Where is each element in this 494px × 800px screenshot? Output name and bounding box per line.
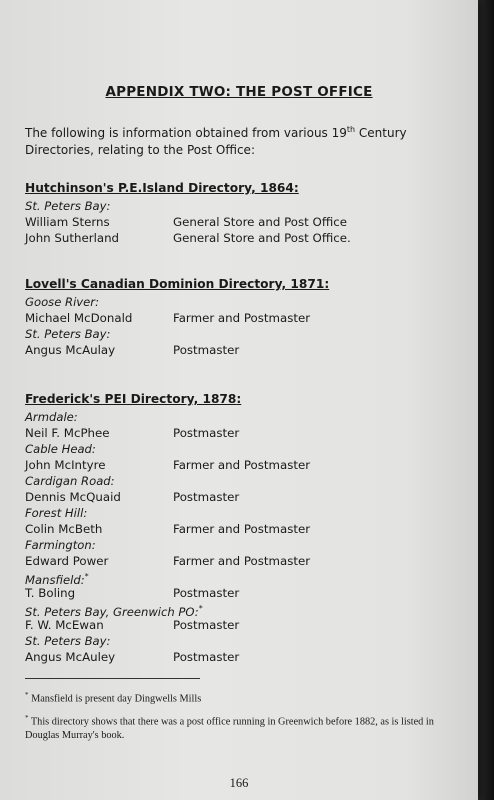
entry-name: Colin McBeth	[25, 522, 103, 536]
page-number: 166	[229, 776, 249, 790]
entry-name: Neil F. McPhee	[25, 426, 110, 440]
directory-entry	[25, 649, 465, 665]
entry-role: Postmaster	[173, 343, 240, 357]
place-label: Mansfield:*	[25, 572, 89, 587]
place-label: St. Peters Bay:	[25, 199, 111, 213]
directory-section-1878	[25, 391, 465, 665]
directory-section-1871	[25, 276, 465, 358]
place-label: Goose River:	[25, 295, 99, 309]
entry-role: Postmaster	[173, 586, 240, 600]
section-heading: Frederick's PEI Directory, 1878:	[25, 392, 242, 406]
place-label: Cardigan Road:	[25, 474, 115, 488]
place-label: Farmington:	[25, 538, 96, 552]
entry-name: John Sutherland	[25, 231, 120, 245]
directory-entry	[25, 553, 465, 569]
directory-entry	[25, 617, 465, 633]
place-label: St. Peters Bay:	[25, 327, 111, 341]
footnote-text: Mansfield is present day Dingwells Mills	[28, 693, 202, 705]
directory-entry	[25, 230, 465, 246]
entry-name: Edward Power	[25, 554, 109, 568]
place-label: Forest Hill:	[25, 506, 88, 520]
footnote-divider	[25, 678, 200, 679]
footnote-1	[25, 688, 465, 706]
entry-role: Farmer and Postmaster	[173, 458, 311, 472]
directory-entry	[25, 310, 465, 326]
entry-name: Angus McAulay	[25, 343, 116, 357]
page-title: APPENDIX TWO: THE POST OFFICE	[105, 84, 373, 100]
entry-name: Michael McDonald	[25, 311, 133, 325]
entry-role: General Store and Post Office	[173, 215, 347, 229]
place-label: St. Peters Bay, Greenwich PO:*	[25, 604, 203, 619]
place-label: St. Peters Bay:	[25, 634, 111, 648]
entry-role: General Store and Post Office.	[173, 231, 351, 245]
book-spine	[478, 0, 494, 800]
place-label: Cable Head:	[25, 442, 96, 456]
intro-text: The following is information obtained from various 19	[25, 126, 347, 140]
directory-entry	[25, 489, 465, 505]
footnote-marker: *	[25, 691, 29, 699]
entry-name: Dennis McQuaid	[25, 490, 121, 504]
directory-entry	[25, 457, 465, 473]
entry-role: Farmer and Postmaster	[173, 522, 311, 536]
entry-name: F. W. McEwan	[25, 618, 104, 632]
footnote-text: This directory shows that there was a post office running in Greenwich before 1882, as is listed in Douglas Murray's book.	[25, 716, 434, 742]
intro-text-end: Century	[355, 126, 407, 140]
entry-name: John McIntyre	[25, 458, 106, 472]
directory-entry	[25, 425, 465, 441]
entry-role: Postmaster	[173, 490, 240, 504]
footnote-marker: *	[198, 604, 203, 613]
entry-name: Angus McAuley	[25, 650, 116, 664]
intro-text-line2: Directories, relating to the Post Office:	[25, 143, 255, 157]
intro-superscript: th	[346, 125, 356, 134]
entry-role: Postmaster	[173, 426, 240, 440]
directory-entry	[25, 214, 465, 230]
entry-role: Farmer and Postmaster	[173, 554, 311, 568]
footnote-marker: *	[25, 714, 29, 722]
entry-role: Postmaster	[173, 650, 240, 664]
entry-name: William Sterns	[25, 215, 110, 229]
entry-role: Postmaster	[173, 618, 240, 632]
directory-entry	[25, 521, 465, 537]
entry-name: T. Boling	[25, 586, 76, 600]
directory-entry	[25, 585, 465, 601]
intro-paragraph	[25, 121, 445, 159]
place-label: Armdale:	[25, 410, 78, 424]
entry-role: Farmer and Postmaster	[173, 311, 311, 325]
footnote-marker: *	[84, 572, 89, 581]
section-heading: Hutchinson's P.E.Island Directory, 1864:	[25, 181, 299, 195]
section-heading: Lovell's Canadian Dominion Directory, 1871:	[25, 277, 330, 291]
directory-section-1864	[25, 180, 465, 246]
directory-entry	[25, 342, 465, 358]
footnote-2	[25, 711, 465, 743]
